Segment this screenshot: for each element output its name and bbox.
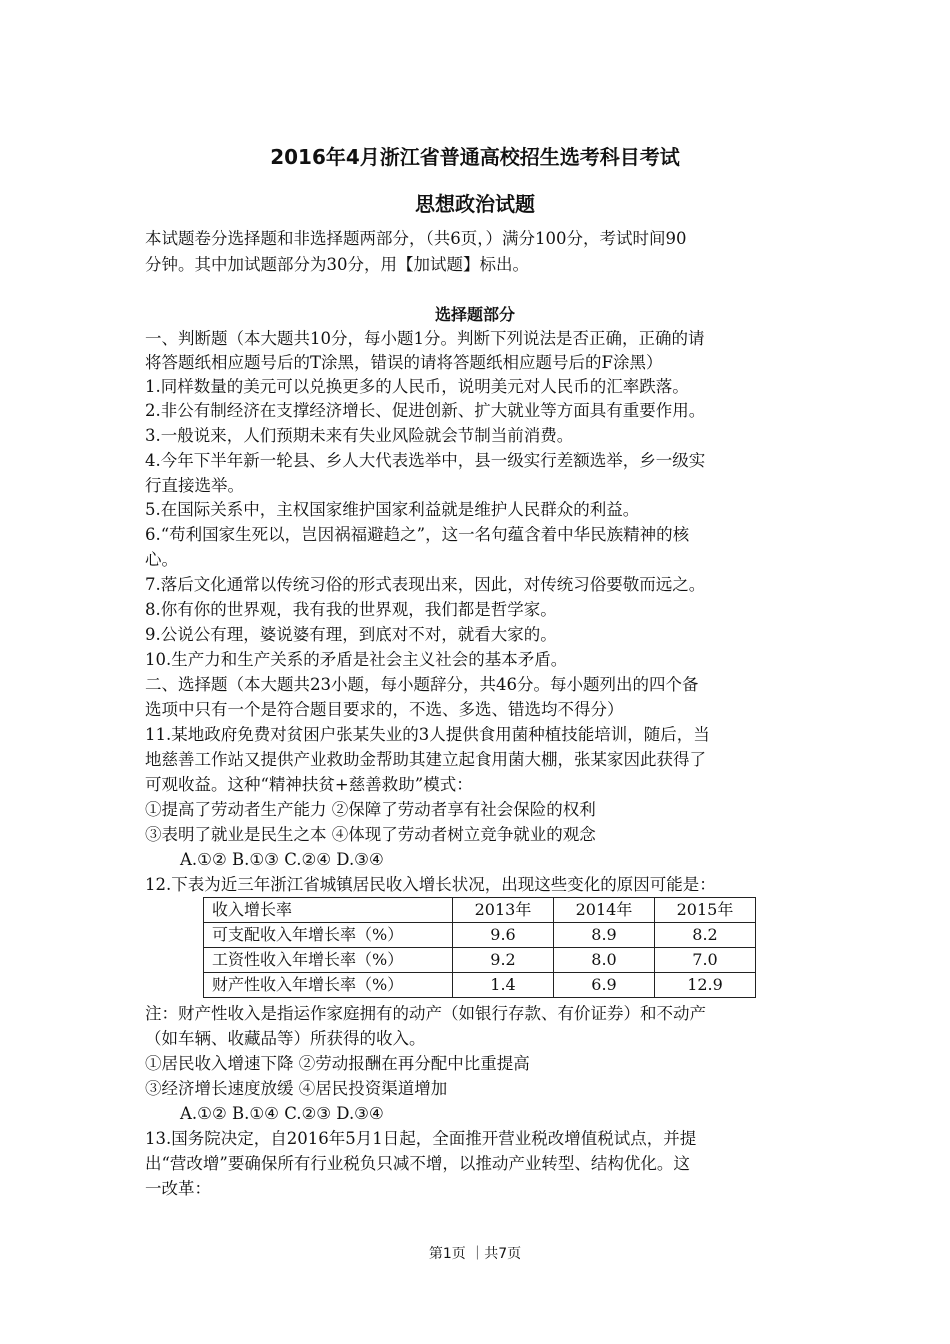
question-line: 可观收益。这种“精神扶贫+慈善救助”模式： <box>145 775 473 794</box>
question-line: 2.非公有制经济在支撑经济增长、促进创新、扩大就业等方面具有重要作用。 <box>145 401 706 420</box>
table-cell: 7.0 <box>655 948 756 973</box>
table-cell: 8.0 <box>554 948 655 973</box>
table-header-cell: 2014年 <box>554 898 655 923</box>
question-line: 选项中只有一个是符合题目要求的，不选、多选、错选均不得分） <box>145 700 624 719</box>
intro-line: 本试题卷分选择题和非选择题两部分，（共6页，）满分100分，考试时间90 <box>145 229 687 248</box>
table-row <box>204 973 756 998</box>
question-line: 11.某地政府免费对贫困户张某失业的3人提供食用菌种植技能培训，随后，当 <box>145 725 710 744</box>
question-line: 一、判断题（本大题共10分，每小题1分。判断下列说法是否正确，正确的请 <box>145 329 705 348</box>
q11-answer-options: A.①② B.①③ C.②④ D.③④ <box>180 850 384 869</box>
table-cell: 8.2 <box>655 923 756 948</box>
table-header-cell: 2015年 <box>655 898 756 923</box>
section-heading: 选择题部分 <box>434 305 515 324</box>
question-line: 一改革： <box>145 1179 211 1198</box>
question-line: 8.你有你的世界观，我有我的世界观，我们都是哲学家。 <box>145 600 557 619</box>
question-line: 出“营改增”要确保所有行业税负只减不增，以推动产业转型、结构优化。这 <box>145 1154 690 1173</box>
table-cell: 12.9 <box>655 973 756 998</box>
table-header-cell: 2013年 <box>453 898 554 923</box>
table-header-cell: 收入增长率 <box>204 898 453 923</box>
exam-subtitle: 思想政治试题 <box>415 192 535 216</box>
question-line: 心。 <box>145 550 178 569</box>
table-note-line: （如车辆、收藏品等）所获得的收入。 <box>145 1029 426 1048</box>
question-line: 4.今年下半年新一轮县、乡人大代表选举中，县一级实行差额选举，乡一级实 <box>145 451 706 470</box>
question-line: 地慈善工作站又提供产业救助金帮助其建立起食用菌大棚，张某家因此获得了 <box>145 750 706 769</box>
question-line: ③经济增长速度放缓 ④居民投资渠道增加 <box>145 1079 448 1098</box>
intro-line: 分钟。其中加试题部分为30分，用【加试题】标出。 <box>145 255 529 274</box>
income-growth-table <box>203 897 756 998</box>
table-cell: 8.9 <box>554 923 655 948</box>
question-line: ③表明了就业是民生之本 ④体现了劳动者树立竞争就业的观念 <box>145 825 596 844</box>
question-line: 9.公说公有理，婆说婆有理，到底对不对，就看大家的。 <box>145 625 557 644</box>
q12-stem: 12.下表为近三年浙江省城镇居民收入增长状况，出现这些变化的原因可能是： <box>145 875 716 894</box>
table-cell: 可支配收入年增长率（%） <box>204 923 453 948</box>
table-cell: 财产性收入年增长率（%） <box>204 973 453 998</box>
q12-answer-options: A.①② B.①④ C.②③ D.③④ <box>180 1104 384 1123</box>
question-line: 二、选择题（本大题共23小题，每小题辞分，共46分。每小题列出的四个备 <box>145 675 699 694</box>
question-line: 10.生产力和生产关系的矛盾是社会主义社会的基本矛盾。 <box>145 650 568 669</box>
table-row <box>204 948 756 973</box>
table-cell: 9.6 <box>453 923 554 948</box>
question-line: 13.国务院决定，自2016年5月1日起，全面推开营业税改增值税试点，并提 <box>145 1129 697 1148</box>
table-header-row <box>204 898 756 923</box>
page-footer: 第1页 ｜共7页 <box>428 1246 522 1262</box>
table-cell: 1.4 <box>453 973 554 998</box>
exam-title: 2016年4月浙江省普通高校招生选考科目考试 <box>270 145 680 169</box>
question-line: 将答题纸相应题号后的T涂黑，错误的请将答题纸相应题号后的F涂黑） <box>145 353 663 372</box>
question-line: 6.“苟利国家生死以，岂因祸福避趋之”，这一名句蕴含着中华民族精神的核 <box>145 525 690 544</box>
table-note-line: 注：财产性收入是指运作家庭拥有的动产（如银行存款、有价证券）和不动产 <box>145 1004 706 1023</box>
question-line: 1.同样数量的美元可以兑换更多的人民币，说明美元对人民币的汇率跌落。 <box>145 377 689 396</box>
table-cell: 工资性收入年增长率（%） <box>204 948 453 973</box>
question-line: 7.落后文化通常以传统习俗的形式表现出来，因此，对传统习俗要敬而远之。 <box>145 575 706 594</box>
question-line: ①居民收入增速下降 ②劳动报酬在再分配中比重提高 <box>145 1054 530 1073</box>
question-line: 5.在国际关系中，主权国家维护国家利益就是维护人民群众的利益。 <box>145 500 640 519</box>
table-cell: 9.2 <box>453 948 554 973</box>
question-line: 3.一般说来，人们预期未来有失业风险就会节制当前消费。 <box>145 426 574 445</box>
question-line: ①提高了劳动者生产能力 ②保障了劳动者享有社会保险的权利 <box>145 800 596 819</box>
question-line: 行直接选举。 <box>145 476 244 495</box>
table-row <box>204 923 756 948</box>
table-cell: 6.9 <box>554 973 655 998</box>
